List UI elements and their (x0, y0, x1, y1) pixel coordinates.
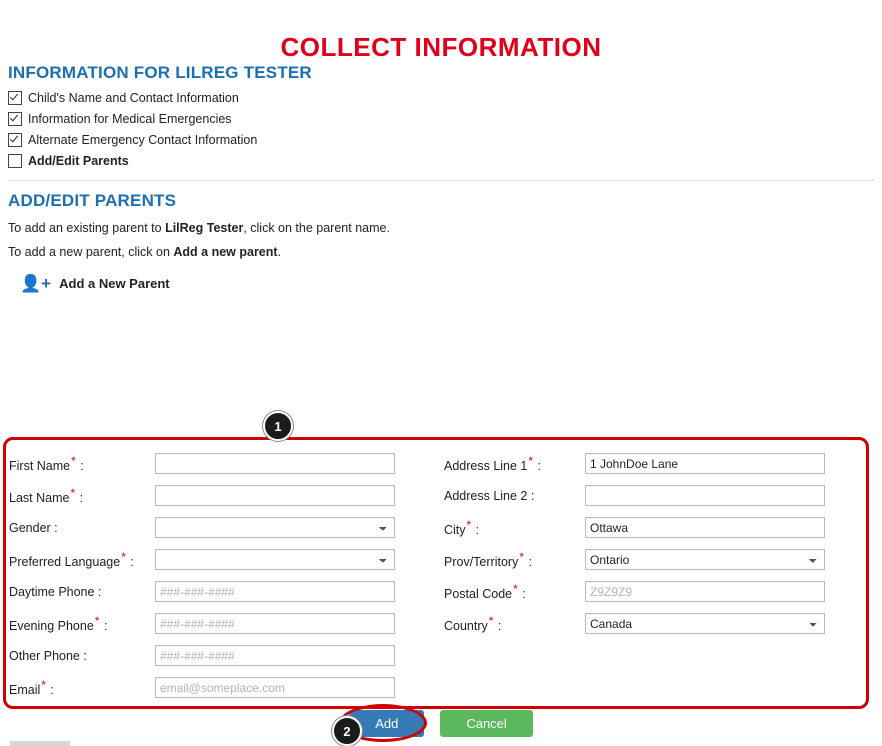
field-label: City* : (444, 517, 480, 538)
required-marker: * (121, 549, 126, 564)
field-prov-territory (435, 544, 870, 575)
field-label: Email* : (9, 677, 54, 698)
checklist-item[interactable] (8, 112, 882, 126)
checkbox-alternate-emergency-contact[interactable] (8, 133, 22, 147)
instruction-1-prefix: To add an existing parent to (8, 221, 166, 235)
page-title: COLLECT INFORMATION (280, 32, 602, 62)
field-label: Evening Phone* : (9, 613, 108, 634)
required-marker: * (466, 517, 472, 532)
instruction-2-prefix: To add a new parent, click on (8, 245, 174, 259)
other-phone-input[interactable] (155, 645, 395, 666)
required-marker: * (70, 485, 76, 500)
checklist-item-label: Information for Medical Emergencies (28, 112, 232, 126)
field-evening-phone (0, 608, 435, 639)
callout-marker-1: 1 (263, 411, 293, 441)
field-label: Daytime Phone : (9, 584, 102, 599)
field-label: Prov/Territory* : (444, 549, 532, 570)
field-gender (0, 512, 435, 543)
callout-marker-2: 2 (332, 716, 362, 746)
information-checklist (8, 91, 882, 168)
field-label: Preferred Language* : (9, 549, 134, 570)
cancel-button[interactable]: Cancel (440, 710, 532, 737)
city-input[interactable] (585, 517, 825, 538)
collect-information-page (0, 18, 882, 745)
prov-territory-select[interactable] (585, 549, 825, 570)
field-address-line-2 (435, 480, 870, 511)
field-label: Postal Code* : (444, 581, 526, 602)
required-marker: * (41, 677, 46, 692)
field-postal-code (435, 576, 870, 607)
checklist-item[interactable] (8, 133, 882, 147)
field-label: Gender : (9, 520, 58, 535)
daytime-phone-input[interactable] (155, 581, 395, 602)
field-first-name (0, 448, 435, 479)
required-marker: * (513, 581, 518, 596)
field-label: First Name* : (9, 453, 84, 474)
bottom-strip (10, 741, 70, 746)
instruction-1-suffix: , click on the parent name. (243, 221, 390, 235)
address-line-1-input[interactable] (585, 453, 825, 474)
field-label: Other Phone : (9, 648, 87, 663)
checklist-item[interactable] (8, 91, 882, 105)
required-marker: * (488, 613, 494, 628)
divider (8, 180, 874, 181)
field-other-phone (0, 640, 435, 671)
form-column-right (435, 448, 870, 704)
information-section-heading: INFORMATION FOR LILREG TESTER (8, 63, 312, 82)
parent-form (0, 448, 870, 704)
field-email (0, 672, 435, 703)
field-label: Last Name* : (9, 485, 84, 506)
preferred-language-select[interactable] (155, 549, 395, 570)
evening-phone-input[interactable] (155, 613, 395, 634)
required-marker: * (528, 453, 534, 468)
checklist-item[interactable] (8, 154, 882, 168)
instruction-1-bold: LilReg Tester (165, 221, 244, 235)
add-new-parent-link[interactable] (20, 275, 882, 292)
checklist-item-label: Add/Edit Parents (28, 154, 129, 168)
add-button[interactable]: Add (349, 710, 424, 737)
required-marker: * (71, 453, 76, 468)
add-new-parent-label: Add a New Parent (59, 276, 170, 291)
field-country (435, 608, 870, 639)
instruction-new-parent (8, 245, 882, 259)
field-label: Address Line 1* : (444, 453, 542, 474)
email-input[interactable] (155, 677, 395, 698)
address-line-2-input[interactable] (585, 485, 825, 506)
first-name-input[interactable] (155, 453, 395, 474)
parents-section-heading: ADD/EDIT PARENTS (8, 191, 177, 210)
last-name-input[interactable] (155, 485, 395, 506)
checklist-item-label: Child's Name and Contact Information (28, 91, 239, 105)
postal-code-input[interactable] (585, 581, 825, 602)
field-daytime-phone (0, 576, 435, 607)
field-label: Address Line 2 : (444, 488, 535, 503)
instruction-2-bold: Add a new parent (173, 245, 278, 259)
field-preferred-language (0, 544, 435, 575)
checklist-item-label: Alternate Emergency Contact Information (28, 133, 258, 147)
checkbox-childs-name[interactable] (8, 91, 22, 105)
checkbox-add-edit-parents[interactable] (8, 154, 22, 168)
checkbox-medical-emergencies[interactable] (8, 112, 22, 126)
field-address-line-1 (435, 448, 870, 479)
instruction-existing-parent (8, 221, 882, 235)
add-person-icon: 👤+ (20, 274, 52, 293)
form-column-left (0, 448, 435, 704)
form-buttons (0, 710, 882, 737)
required-marker: * (519, 549, 524, 564)
country-select[interactable] (585, 613, 825, 634)
required-marker: * (94, 613, 100, 628)
gender-select[interactable] (155, 517, 395, 538)
instruction-2-suffix: . (277, 245, 282, 259)
field-last-name (0, 480, 435, 511)
field-city (435, 512, 870, 543)
field-label: Country* : (444, 613, 502, 634)
